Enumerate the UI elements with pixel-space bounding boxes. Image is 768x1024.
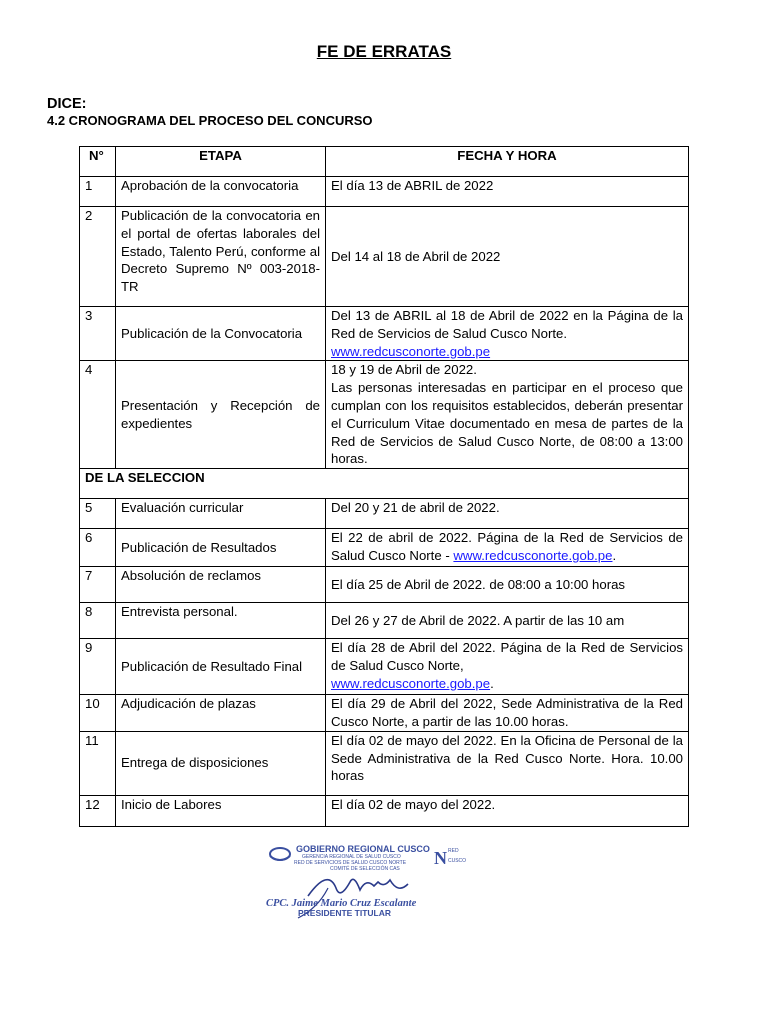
row-fecha bbox=[326, 361, 689, 469]
row-fecha-text: Las personas interesadas en participar en el proceso que cumplan con los requisitos establecidos, deberán presentar el Curriculum Vitae documentado en mesa de partes de la Red de Servicios de Salud Cusco Norte, de 08:00 a 13:00 horas. bbox=[331, 380, 683, 467]
header-etapa: ETAPA bbox=[116, 147, 326, 177]
row-number: 10 bbox=[80, 695, 116, 732]
row-etapa: Aprobación de la convocatoria bbox=[116, 177, 326, 207]
table-row bbox=[80, 695, 689, 732]
website-link[interactable]: www.redcusconorte.gob.pe bbox=[331, 343, 491, 359]
row-number: 3 bbox=[80, 307, 116, 361]
row-etapa: Publicación de Resultado Final bbox=[116, 639, 326, 695]
row-number: 4 bbox=[80, 361, 116, 469]
row-number: 12 bbox=[80, 795, 116, 826]
website-link[interactable]: www.redcusconorte.gob.pe bbox=[453, 547, 613, 563]
stamp-role: PRESIDENTE TITULAR bbox=[298, 908, 392, 918]
section-title: DE LA SELECCION bbox=[80, 469, 689, 499]
document-title: FE DE ERRATAS bbox=[316, 42, 452, 61]
row-etapa: Absolución de reclamos bbox=[116, 567, 326, 603]
table-row bbox=[80, 177, 689, 207]
row-fecha-text: El día 28 de Abril del 2022. Página de la Red de Servicios de Salud Cusco Norte, bbox=[331, 640, 683, 673]
stamp-line-1: GOBIERNO REGIONAL CUSCO bbox=[296, 844, 430, 854]
dice-heading: DICE: bbox=[47, 96, 87, 112]
row-etapa: Adjudicación de plazas bbox=[116, 695, 326, 732]
row-fecha bbox=[326, 639, 689, 695]
svg-text:CUSCO: CUSCO bbox=[448, 858, 467, 864]
section-subtitle: 4.2 CRONOGRAMA DEL PROCESO DEL CONCURSO bbox=[47, 113, 373, 128]
svg-text:N: N bbox=[434, 848, 447, 868]
row-fecha: El día 13 de ABRIL de 2022 bbox=[326, 177, 689, 207]
network-logo-icon bbox=[434, 848, 466, 868]
row-etapa: Evaluación curricular bbox=[116, 499, 326, 529]
row-number: 5 bbox=[80, 499, 116, 529]
row-etapa: Publicación de Resultados bbox=[116, 529, 326, 567]
row-fecha: El día 02 de mayo del 2022. bbox=[326, 795, 689, 826]
table-row bbox=[80, 499, 689, 529]
row-fecha-suffix: . bbox=[490, 675, 494, 691]
stamp-line-4: COMITÉ DE SELECCIÓN CAS bbox=[330, 866, 400, 872]
stamp-name: CPC. Jaime Mario Cruz Escalante bbox=[266, 898, 417, 909]
row-etapa: Entrevista personal. bbox=[116, 603, 326, 639]
table-row bbox=[80, 639, 689, 695]
row-number: 1 bbox=[80, 177, 116, 207]
row-fecha bbox=[326, 529, 689, 567]
row-fecha: Del 20 y 21 de abril de 2022. bbox=[326, 499, 689, 529]
row-etapa: Entrega de disposiciones bbox=[116, 731, 326, 795]
table-row bbox=[80, 795, 689, 826]
row-etapa: Publicación de la convocatoria en el portal de ofertas laborales del Estado, Talento Perú, conforme al Decreto Supremo Nº 003-2018-TR bbox=[116, 207, 326, 307]
table-header-row bbox=[80, 147, 689, 177]
table-row bbox=[80, 307, 689, 361]
row-etapa: Presentación y Recepción de expedientes bbox=[116, 361, 326, 469]
table-row bbox=[80, 603, 689, 639]
section-row bbox=[80, 469, 689, 499]
stamp-line-2: GERENCIA REGIONAL DE SALUD CUSCO bbox=[302, 854, 401, 860]
row-etapa: Inicio de Labores bbox=[116, 795, 326, 826]
regional-government-logo-icon bbox=[270, 848, 290, 860]
schedule-table bbox=[79, 146, 689, 827]
svg-text:RED: RED bbox=[448, 848, 459, 854]
row-fecha: El día 29 de Abril del 2022, Sede Administrativa de la Red Cusco Norte, a partir de las 10.00 horas. bbox=[326, 695, 689, 732]
row-fecha: El día 02 de mayo del 2022. En la Oficina de Personal de la Sede Administrativa de la Red Cusco Norte. Hora. 10.00 horas bbox=[326, 731, 689, 795]
row-number: 9 bbox=[80, 639, 116, 695]
website-link[interactable]: www.redcusconorte.gob.pe bbox=[331, 675, 491, 691]
row-number: 11 bbox=[80, 731, 116, 795]
table-row bbox=[80, 207, 689, 307]
row-etapa: Publicación de la Convocatoria bbox=[116, 307, 326, 361]
row-fecha: Del 14 al 18 de Abril de 2022 bbox=[326, 207, 689, 307]
row-fecha-suffix: . bbox=[612, 547, 617, 563]
row-number: 7 bbox=[80, 567, 116, 603]
row-fecha: Del 26 y 27 de Abril de 2022. A partir de las 10 am bbox=[326, 603, 689, 639]
table-row bbox=[80, 567, 689, 603]
row-fecha: El día 25 de Abril de 2022. de 08:00 a 10:00 horas bbox=[326, 567, 689, 603]
table-row bbox=[80, 731, 689, 795]
header-fecha: FECHA Y HORA bbox=[326, 147, 689, 177]
row-number: 6 bbox=[80, 529, 116, 567]
row-fecha-dates: 18 y 19 de Abril de 2022. bbox=[331, 362, 477, 378]
stamp-line-3: RED DE SERVICIOS DE SALUD CUSCO NORTE bbox=[294, 860, 407, 866]
table-row bbox=[80, 529, 689, 567]
header-number: N° bbox=[80, 147, 116, 177]
row-number: 8 bbox=[80, 603, 116, 639]
official-stamp-signature bbox=[258, 838, 488, 928]
table-row bbox=[80, 361, 689, 469]
handwritten-signature bbox=[308, 879, 408, 896]
row-number: 2 bbox=[80, 207, 116, 307]
row-fecha-text: Del 13 de ABRIL al 18 de Abril de 2022 en la Página de la Red de Servicios de Salud Cusco Norte. bbox=[331, 308, 683, 341]
row-fecha bbox=[326, 307, 689, 361]
row-fecha-text: El 22 de abril de 2022. Página de la Red de Servicios de Salud Cusco Norte - bbox=[331, 530, 683, 563]
